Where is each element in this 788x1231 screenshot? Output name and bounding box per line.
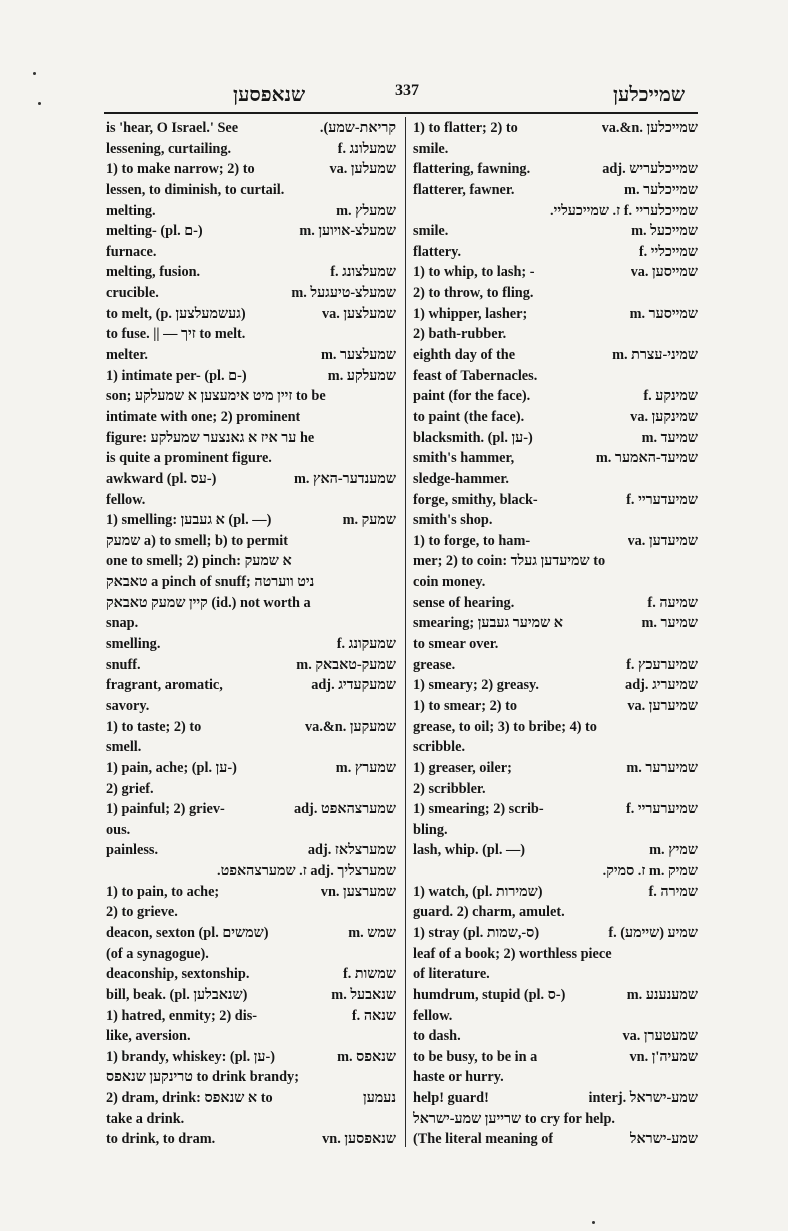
entry-english: smearing; א שמיער געבען <box>413 615 563 632</box>
entry-yiddish: שמינקען .va <box>630 408 698 425</box>
entry-line <box>413 551 698 572</box>
entry-english: 1) painful; 2) griev- <box>106 801 225 818</box>
entry-line <box>106 717 396 738</box>
entry-line <box>413 1006 698 1027</box>
entry-line <box>413 304 698 325</box>
entry-yiddish: שמע-ישראל .interj <box>588 1090 698 1107</box>
entry-line <box>106 923 396 944</box>
entry-line <box>106 448 396 469</box>
entry-english: mer; 2) to coin: שמיעדען געלד to <box>413 553 606 570</box>
entry-line <box>413 593 698 614</box>
entry-yiddish: שמערצליך .adj ז. שמערצהאפט. <box>217 863 396 880</box>
entry-english: fellow. <box>106 491 146 508</box>
entry-english: painless. <box>106 842 159 859</box>
entry-english: furnace. <box>106 243 157 260</box>
entry-line <box>413 840 698 861</box>
header-rule <box>104 112 698 114</box>
entry-line <box>106 1006 396 1027</box>
entry-line <box>413 531 698 552</box>
entry-english: savory. <box>106 697 150 714</box>
entry-english: 2) bath-rubber. <box>413 326 507 343</box>
entry-line <box>106 1047 396 1068</box>
entry-english: sense of hearing. <box>413 594 515 611</box>
entry-yiddish: שמייכלען .va.&n <box>601 120 698 136</box>
entry-english: fellow. <box>413 1007 453 1024</box>
entry-english: smelling. <box>106 636 161 653</box>
entry-yiddish: שמעקעדיג .adj <box>311 677 396 694</box>
entry-english: lessening, curtailing. <box>106 140 232 157</box>
entry-english: is 'hear, O Israel.' See <box>106 120 239 136</box>
entry-line <box>413 139 698 160</box>
left-column <box>106 118 396 1150</box>
entry-english: deacon, sexton (pl. שמשים) <box>106 924 269 941</box>
entry-line <box>106 985 396 1006</box>
entry-yiddish: שמערצען .vn <box>320 883 396 900</box>
entry-yiddish: שמעקונג .f <box>336 636 396 653</box>
entry-english: to smear over. <box>413 636 499 653</box>
entry-yiddish: שמעלקע .m <box>327 367 396 384</box>
entry-yiddish: שמיער .m <box>641 615 698 632</box>
page-speck <box>592 1221 595 1224</box>
entry-line <box>106 345 396 366</box>
entry-line <box>413 510 698 531</box>
entry-english: lash, whip. (pl. —) <box>413 842 526 859</box>
entry-line <box>106 324 396 345</box>
entry-line <box>106 675 396 696</box>
entry-line <box>106 221 396 242</box>
entry-english: 1) smeary; 2) greasy. <box>413 677 539 694</box>
entry-english: קיין שמעק טאבאק (id.) not worth a <box>106 594 311 611</box>
entry-english: leaf of a book; 2) worthless piece <box>413 945 612 962</box>
entry-english: melting- (pl. ם-) <box>106 223 203 240</box>
entry-line <box>413 758 698 779</box>
entry-line <box>106 758 396 779</box>
entry-line <box>106 304 396 325</box>
entry-english: 1) to make narrow; 2) to <box>106 161 255 178</box>
entry-line <box>413 242 698 263</box>
entry-yiddish: שמיעד .m <box>641 429 698 446</box>
entry-yiddish: שמייכלעריי .f ז. שמייכעליי. <box>550 202 698 219</box>
entry-line <box>106 551 396 572</box>
entry-line <box>413 1109 698 1130</box>
entry-yiddish: שמייכליי .f <box>638 243 698 260</box>
entry-english: 1) to taste; 2) to <box>106 718 202 735</box>
entry-yiddish: שמשות .f <box>342 966 396 983</box>
entry-english: 2) scribbler. <box>413 780 486 797</box>
entry-english: 1) to forge, to ham- <box>413 532 531 549</box>
entry-english: 1) to smear; 2) to <box>413 697 518 714</box>
page-header <box>105 80 695 110</box>
entry-yiddish: קריאת-שמע). <box>319 120 396 136</box>
entry-line <box>106 531 396 552</box>
entry-yiddish: שמייסען .va <box>630 264 698 281</box>
entry-english: melter. <box>106 347 148 364</box>
entry-yiddish: שמעק .m <box>342 512 396 529</box>
entry-english: 1) watch, (pl. שמירות) <box>413 883 543 900</box>
entry-english: blacksmith. (pl. ען-) <box>413 429 533 446</box>
entry-line <box>413 882 698 903</box>
entry-yiddish: שמיערעכץ .f <box>626 656 698 673</box>
entry-english: of literature. <box>413 966 490 983</box>
entry-line <box>106 861 396 882</box>
entry-english: sledge-hammer. <box>413 470 509 487</box>
entry-english: טאבאק a pinch of snuff; ניט ווערטה <box>106 574 315 591</box>
entry-line <box>413 737 698 758</box>
entry-english: 1) to whip, to lash; - <box>413 264 535 281</box>
entry-yiddish: שמעק-טאבאק .m <box>296 656 396 673</box>
entry-line <box>413 1047 698 1068</box>
entry-english: (of a synagogue). <box>106 945 209 962</box>
entry-yiddish: שמעלץ .m <box>336 202 396 219</box>
entry-yiddish: שנאפס .m <box>337 1048 396 1065</box>
entry-english: 1) smearing; 2) scrib- <box>413 801 544 818</box>
entry-line <box>413 469 698 490</box>
entry-english: 1) intimate per- (pl. ם-) <box>106 367 247 384</box>
header-right-word: שמייכלען <box>612 84 685 106</box>
entry-yiddish: שמעלצונג .f <box>330 264 396 281</box>
entry-line <box>106 964 396 985</box>
entry-yiddish: שמערצהאפט .adj <box>293 801 396 818</box>
entry-english: 2) dram, drink: א שנאפס to <box>106 1090 273 1107</box>
entry-line <box>106 1129 396 1150</box>
entry-yiddish: שמענענע .m <box>626 986 698 1003</box>
entry-english: is quite a prominent figure. <box>106 450 272 467</box>
entry-line <box>106 779 396 800</box>
entry-yiddish: שמייכלעריש .adj <box>602 161 698 178</box>
entry-yiddish: שמיערען .va <box>627 697 698 714</box>
entry-english: smile. <box>413 223 449 240</box>
entry-english: 1) pain, ache; (pl. ען-) <box>106 759 237 776</box>
entry-english: smell. <box>106 739 142 756</box>
entry-english: help! guard! <box>413 1090 489 1107</box>
entry-line <box>106 882 396 903</box>
entry-yiddish: שנאפסען .vn <box>322 1131 396 1148</box>
entry-yiddish: שמעלצ-טיעגעל .m <box>291 285 396 302</box>
entry-line <box>413 118 698 139</box>
entry-english: scribble. <box>413 739 466 756</box>
entry-line <box>106 201 396 222</box>
entry-line <box>106 139 396 160</box>
entry-english: lessen, to diminish, to curtail. <box>106 181 285 198</box>
entry-line <box>413 1088 698 1109</box>
entry-yiddish: שמעלונג .f <box>337 140 396 157</box>
entry-line <box>413 448 698 469</box>
entry-english: smile. <box>413 140 449 157</box>
entry-line <box>413 944 698 965</box>
entry-yiddish: שמייכעל .m <box>631 223 698 240</box>
entry-line <box>106 1067 396 1088</box>
entry-line <box>106 510 396 531</box>
entry-line <box>106 490 396 511</box>
entry-english: crucible. <box>106 285 159 302</box>
entry-line <box>413 717 698 738</box>
entry-yiddish: שמעטערן .va <box>622 1028 698 1045</box>
entry-english: like, aversion. <box>106 1028 191 1045</box>
entry-english: coin money. <box>413 574 486 591</box>
entry-english: snap. <box>106 615 139 632</box>
entry-line <box>413 902 698 923</box>
right-column <box>413 118 698 1150</box>
entry-yiddish: שמיערער .m <box>626 759 698 776</box>
entry-yiddish: שמעיה'ן .vn <box>629 1048 698 1065</box>
entry-english: flattering, fawning. <box>413 161 531 178</box>
entry-english: one to smell; 2) pinch: א שמעק <box>106 553 292 570</box>
entry-line <box>106 1088 396 1109</box>
entry-yiddish: שמערץ .m <box>335 759 396 776</box>
entry-english: שרייען שמע-ישראל to cry for help. <box>413 1110 616 1127</box>
entry-yiddish: שמיע (שיימע) .f <box>608 924 698 941</box>
entry-line <box>106 696 396 717</box>
entry-english: smith's shop. <box>413 512 493 529</box>
entry-english: grease. <box>413 656 456 673</box>
entry-line <box>106 593 396 614</box>
entry-yiddish: שמעלצער .m <box>320 347 396 364</box>
entry-line <box>413 428 698 449</box>
entry-english: 1) to pain, to ache; <box>106 883 220 900</box>
entry-line <box>413 324 698 345</box>
header-left-word: שנאפסען <box>233 84 306 106</box>
entry-yiddish: שמיני-עצרת .m <box>612 347 698 364</box>
entry-yiddish: שמייסער .m <box>629 305 698 322</box>
entry-yiddish: שמייכלער .m <box>624 181 698 198</box>
entry-english: bling. <box>413 821 448 838</box>
entry-line <box>106 407 396 428</box>
entry-line <box>106 469 396 490</box>
entry-line <box>413 861 698 882</box>
entry-yiddish: שנאה .f <box>351 1007 396 1024</box>
entry-line <box>413 366 698 387</box>
entry-english: humdrum, stupid (pl. ס-) <box>413 986 566 1003</box>
entry-line <box>106 118 396 139</box>
entry-english: (The literal meaning of <box>413 1131 554 1148</box>
entry-english: son; זיין מיט אימעצען א שמעלקע to be <box>106 388 326 405</box>
entry-line <box>106 655 396 676</box>
page-speck <box>38 102 41 105</box>
entry-yiddish: שמיץ .m <box>649 842 698 859</box>
entry-line <box>413 283 698 304</box>
entry-yiddish: נעמען <box>363 1090 396 1107</box>
entry-line <box>106 283 396 304</box>
entry-line <box>106 366 396 387</box>
entry-line <box>106 634 396 655</box>
entry-english: to be busy, to be in a <box>413 1048 538 1065</box>
entry-yiddish: שנאבעל .m <box>331 986 396 1003</box>
entry-yiddish: שמיעדעריי .f <box>626 491 698 508</box>
entry-line <box>413 221 698 242</box>
entry-english: take a drink. <box>106 1110 185 1127</box>
entry-line <box>413 345 698 366</box>
entry-english: to dash. <box>413 1028 461 1045</box>
entry-yiddish: שמיערעריי .f <box>626 801 698 818</box>
entry-line <box>106 902 396 923</box>
entry-line <box>413 655 698 676</box>
entry-yiddish: שמינקע .f <box>643 388 698 405</box>
entry-line <box>413 201 698 222</box>
entry-line <box>106 737 396 758</box>
entry-yiddish: שמענדער-האץ .m <box>293 470 396 487</box>
entry-english: haste or hurry. <box>413 1069 504 1086</box>
entry-english: 2) grief. <box>106 780 154 797</box>
entry-line <box>106 386 396 407</box>
entry-english: טרינקען שנאפס to drink brandy; <box>106 1069 299 1086</box>
entry-english: 1) stray (pl. ס-,שמות) <box>413 924 540 941</box>
entry-yiddish: שמעלצ-אויוען .m <box>299 223 396 240</box>
entry-english: figure: ער איז א גאנצער שמעלקע he <box>106 429 315 446</box>
entry-line <box>413 779 698 800</box>
entry-yiddish: שמיעד-האמער .m <box>595 450 698 467</box>
entry-english: flatterer, fawner. <box>413 181 515 198</box>
entry-line <box>413 799 698 820</box>
entry-line <box>106 944 396 965</box>
entry-english: deaconship, sextonship. <box>106 966 250 983</box>
entry-line <box>106 840 396 861</box>
entry-line <box>413 262 698 283</box>
entry-english: melting. <box>106 202 156 219</box>
entry-line <box>413 923 698 944</box>
entry-line <box>413 180 698 201</box>
entry-line <box>106 242 396 263</box>
entry-english: guard. 2) charm, amulet. <box>413 904 565 921</box>
entry-yiddish: שמע-ישראל <box>629 1131 698 1148</box>
entry-yiddish: שמיק .m ז. סמיק. <box>602 863 698 880</box>
entry-line <box>413 964 698 985</box>
entry-yiddish: שמיעדען .va <box>627 532 698 549</box>
entry-english: bill, beak. (pl. שנאבלען) <box>106 986 248 1003</box>
entry-line <box>413 613 698 634</box>
entry-english: paint (for the face). <box>413 388 531 405</box>
entry-line <box>106 799 396 820</box>
entry-line <box>413 1129 698 1150</box>
entry-english: to melt, (p. געשמעלצען) <box>106 305 246 322</box>
entry-english: awkward (pl. עס-) <box>106 470 217 487</box>
entry-english: eighth day of the <box>413 347 516 364</box>
entry-line <box>413 985 698 1006</box>
entry-english: smith's hammer, <box>413 450 515 467</box>
entry-line <box>106 820 396 841</box>
entry-english: grease, to oil; 3) to bribe; 4) to <box>413 718 597 735</box>
entry-english: 1) smelling: א געבען (pl. —) <box>106 512 272 529</box>
entry-line <box>106 613 396 634</box>
entry-english: fragrant, aromatic, <box>106 677 223 694</box>
entry-line <box>106 428 396 449</box>
entry-line <box>413 159 698 180</box>
entry-english: 2) to grieve. <box>106 904 178 921</box>
entry-line <box>413 1067 698 1088</box>
entry-yiddish: שמש .m <box>348 924 396 941</box>
entry-yiddish: שמעקען .va.&n <box>305 718 396 735</box>
entry-line <box>413 490 698 511</box>
entry-line <box>106 1026 396 1047</box>
entry-yiddish: שמעלען .va <box>329 161 396 178</box>
entry-line <box>413 634 698 655</box>
entry-line <box>106 572 396 593</box>
entry-english: flattery. <box>413 243 462 260</box>
entry-english: to paint (the face). <box>413 408 525 425</box>
entry-english: שמעק a) to smell; b) to permit <box>106 532 289 549</box>
entry-english: snuff. <box>106 656 141 673</box>
entry-line <box>413 386 698 407</box>
column-divider <box>405 117 406 1147</box>
entry-yiddish: שמירה .f <box>648 883 698 900</box>
entry-english: melting, fusion. <box>106 264 201 281</box>
entry-english: 1) greaser, oiler; <box>413 759 512 776</box>
entry-english: to fuse. || — זיך to melt. <box>106 326 246 343</box>
entry-yiddish: שמעלצען .va <box>321 305 396 322</box>
entry-line <box>413 820 698 841</box>
page-speck <box>33 72 36 75</box>
entry-english: feast of Tabernacles. <box>413 367 538 384</box>
entry-line <box>106 262 396 283</box>
entry-english: intimate with one; 2) prominent <box>106 408 301 425</box>
entry-yiddish: שמיעריג .adj <box>625 677 698 694</box>
entry-line <box>106 180 396 201</box>
page-number: 337 <box>395 82 419 99</box>
entry-english: 1) hatred, enmity; 2) dis- <box>106 1007 258 1024</box>
entry-line <box>106 1109 396 1130</box>
entry-line <box>413 696 698 717</box>
entry-english: 2) to throw, to fling. <box>413 285 534 302</box>
entry-line <box>106 159 396 180</box>
entry-line <box>413 572 698 593</box>
entry-english: 1) whipper, lasher; <box>413 305 528 322</box>
entry-line <box>413 1026 698 1047</box>
entry-yiddish: שמערצלאז .adj <box>307 842 396 859</box>
entry-english: to drink, to dram. <box>106 1131 216 1148</box>
entry-english: forge, smithy, black- <box>413 491 538 508</box>
entry-line <box>413 407 698 428</box>
entry-line <box>413 675 698 696</box>
entry-english: ous. <box>106 821 131 838</box>
entry-english: 1) brandy, whiskey: (pl. ען-) <box>106 1048 276 1065</box>
entry-english: 1) to flatter; 2) to <box>413 120 518 136</box>
entry-yiddish: שמיעה .f <box>647 594 698 611</box>
